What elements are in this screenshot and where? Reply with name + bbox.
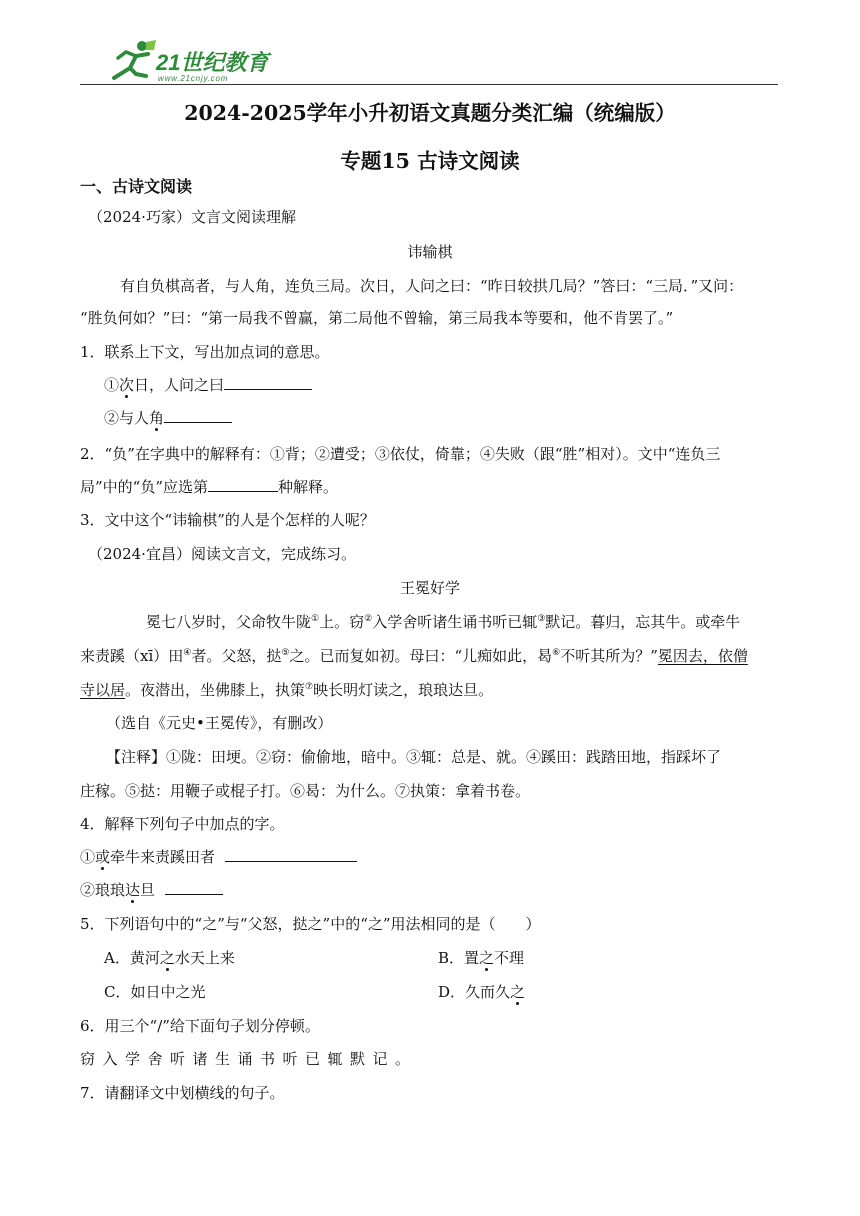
logo-text: 21世纪教育 [156,50,269,75]
passage2-line: 来责蹊（xī）田④者。父怒，挞⑤之。已而复如初。母曰：“儿痴如此，曷⑥不听其所为？”冕因去，依僧 [80,647,748,665]
option-c[interactable]: C．如日中之光 [104,983,206,1001]
passage2-notes: 【注释】①陇：田埂。②窃：偷偷地，暗中。③辄：总是、就。④蹊田：践踏田地，指踩坏了 [106,748,722,766]
dotted-char: 或 [95,848,111,866]
passage2-notes: 庄稼。⑤挞：用鞭子或棍子打。⑥曷：为什么。⑦执策：拿着书卷。 [80,782,531,800]
question-4b: ②琅琅达旦 [80,880,223,900]
question-3-stem: 3．文中这个“讳输棋”的人是个怎样的人呢？ [80,511,375,529]
document-subtitle: 专题15 古诗文阅读 [340,149,520,173]
passage1-title: 讳输棋 [407,243,453,261]
passage1-line: 有自负棋高者，与人角，连负三局。次日，人问之曰：“昨日较拱几局？”答曰：“三局．”又问： [120,277,744,295]
passage1-source: （2024·巧家）文言文阅读理解 [88,208,296,226]
answer-blank[interactable] [165,880,223,895]
passage1-line: “胜负何如？”曰：“第一局我不曾赢，第二局他不曾输，第三局我本等要和，他不肯罢了。” [80,309,674,327]
option-d[interactable]: D．久而久之 [438,983,526,1001]
question-2-line: 2．“负”在字典中的解释有：①背；②遭受；③依仗，倚靠；④失败（跟“胜”相对）。文中“连负三 [80,445,721,463]
question-2-line: 局”中的“负”应选第 种解释。 [80,478,339,496]
answer-blank[interactable] [224,375,312,390]
header-divider [80,84,778,85]
question-1-stem: 1．联系上下文，写出加点词的意思。 [80,343,330,361]
answer-blank[interactable] [208,477,278,492]
answer-blank[interactable] [225,847,357,862]
question-4a: ①或牵牛来责蹊田者 [80,847,357,867]
passage2-source: （2024·宜昌）阅读文言文，完成练习。 [88,545,356,563]
underlined-sentence: 寺以居 [80,681,126,699]
running-man-icon [114,40,156,78]
logo-url: www.21cnjy.com [158,74,229,83]
dotted-char: 次 [119,376,135,394]
question-4-stem: 4．解释下列句子中加点的字。 [80,815,285,833]
question-6-sentence: 窃入学舍听诸生诵书听已辄默记。 [80,1050,418,1068]
dotted-char: 角 [149,409,165,427]
passage2-line: 寺以居。夜潜出，坐佛膝上，执策⑦映长明灯读之，琅琅达旦。 [80,681,494,699]
21cnjy-logo [100,38,280,84]
dotted-char: 达 [125,881,141,899]
passage2-citation: （选自《元史•王冕传》，有删改） [106,714,333,732]
option-a[interactable]: A．黄河之水天上来 [104,949,235,967]
question-7-stem: 7．请翻译文中划横线的句子。 [80,1084,285,1102]
question-1b: ②与人角 [104,408,232,428]
dotted-char: 之 [479,949,495,967]
question-1a: ①次日，人问之曰 [104,375,312,395]
question-6-stem: 6．用三个“/”给下面句子划分停顿。 [80,1017,320,1035]
passage2-line: 冕七八岁时，父命牧牛陇①上。窃②入学舍听诸生诵书听已辄③默记。暮归，忘其牛。或牵牛 [146,613,741,631]
answer-blank[interactable] [164,408,232,423]
dotted-char: 之 [510,983,526,1001]
document-title: 2024-2025学年小升初语文真题分类汇编（统编版） [184,101,676,125]
question-5-stem: 5．下列语句中的“之”与“父怒，挞之”中的“之”用法相同的是（ ） [80,915,541,933]
option-b[interactable]: B．置之不理 [438,949,525,967]
underlined-sentence: 冕因去，依僧 [657,647,748,665]
passage2-title: 王冕好学 [399,579,460,597]
dotted-char: 之 [159,949,175,967]
section-heading: 一、古诗文阅读 [80,177,193,196]
